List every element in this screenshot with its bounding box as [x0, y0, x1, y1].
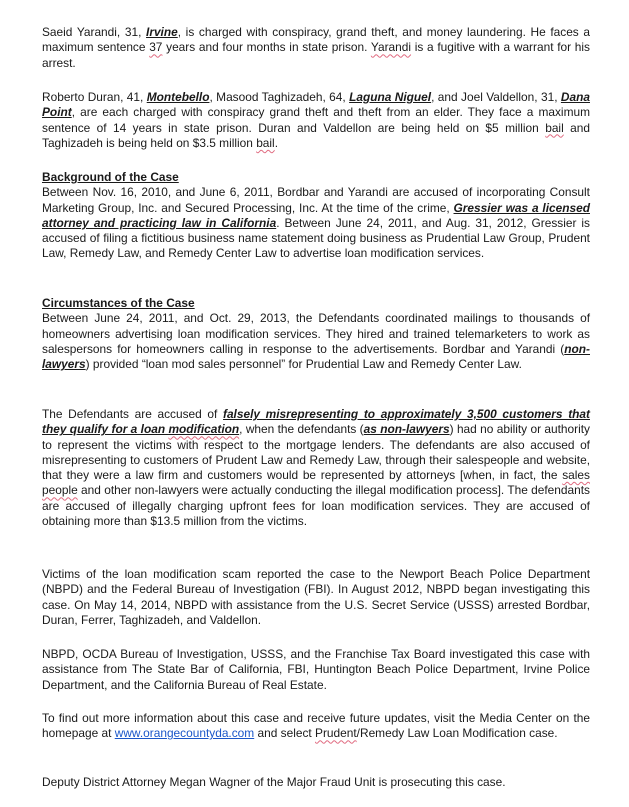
paragraph-duran-taghizadeh-valdellon: Roberto Duran, 41, Montebello, Masood Taghizadeh, 64, Laguna Niguel, and Joel Valdellon, 31, Dana Point, are each charged with conspiracy grand theft and theft from an elder. They face a maximum sentence of 14 years in state prison. Duran and Valdellon are being held on $5 million bail and Taghizadeh is being held on $3.5 million bail. — [42, 90, 590, 150]
spellcheck-word: modification — [168, 422, 240, 437]
emphasis-as-non-lawyers: as non-lawyers — [363, 422, 450, 437]
spellcheck-word: 37 — [149, 40, 163, 55]
emphasis-non-lawyers: non-lawyers — [42, 341, 590, 372]
spellcheck-word: Yarandi — [370, 40, 412, 55]
paragraph-more-info: To find out more information about this case and receive future updates, visit the Media Center on the homepage at www.orangecountyda.com and select Prudent/Remedy Law Loan Modification case. — [42, 711, 590, 741]
spellcheck-word: Prudent — [315, 726, 357, 741]
heading-circumstances: Circumstances of the Case — [42, 296, 195, 310]
media-center-link[interactable]: www.orangecountyda.com — [114, 726, 255, 741]
spellcheck-word: bail — [256, 135, 275, 150]
spellcheck-word: sales people — [42, 468, 590, 498]
paragraph-investigation: Victims of the loan modification scam reported the case to the Newport Beach Police Department (NBPD) and the Federal Bureau of Investigation (FBI). In August 2012, NBPD began investigating this case. On May 14, 2014, NBPD with assistance from the U.S. Secret Service (USSS) arrested Bordbar, Duran, Ferrer, Taghizadeh, and Valdellon. — [42, 567, 590, 627]
heading-background: Background of the Case — [42, 170, 179, 184]
city-irvine: Irvine — [146, 25, 178, 39]
section-circumstances: Circumstances of the Case Between June 24, 2011, and Oct. 29, 2013, the Defendants coordinated mailings to thousands of homeowners advertising loan modification services. They hired and trained telemarketers to work as salespersons for homeowners calling in response to the advertisements. Bordbar and Yarandi (non-lawyers) provided “loan mod sales personnel” for Prudential Law and Remedy Center Law. — [42, 296, 590, 372]
paragraph-prosecutor: Deputy District Attorney Megan Wagner of the Major Fraud Unit is prosecuting this case. — [42, 775, 506, 789]
paragraph-accusations: The Defendants are accused of falsely misrepresenting to approximately 3,500 customers that they qualify for a loan modification, when the defendants (as non-lawyers) had no ability or authority to represent the victims with respect to the mortgage lenders. The defendants are also accused of misrepresenting to customers of Prudent Law and Remedy Law, through their salespeople and website, that they were a law firm and customers would be represented by attorneys [when, in fact, the sales people and other non-lawyers were actually conducting the illegal modification process]. The defendants are accused of illegally charging upfront fees for loan modification services. They are accused of obtaining more than $13.5 million from the victims. — [42, 407, 591, 529]
paragraph-yarandi: Saeid Yarandi, 31, Irvine, is charged with conspiracy, grand theft, and money laundering. He faces a maximum sentence 37 years and four months in state prison. Yarandi is a fugitive with a warrant for his arrest. — [42, 25, 590, 70]
section-background: Background of the Case Between Nov. 16, 2010, and June 6, 2011, Bordbar and Yarandi are accused of incorporating Consult Marketing Group, Inc. and Secured Processing, Inc. At the time of the crime, Gressier was a licensed attorney and practicing law in California. Between June 24, 2011, and Aug. 31, 2012, Gressier is accused of filing a fictitious business name statement doing business as Prudential Law Group, Prudent Law, Remedy Law, and Remedy Center Law to advertise loan modification services. — [42, 170, 590, 261]
city-laguna-niguel: Laguna Niguel — [349, 90, 432, 104]
emphasis-licensed-attorney: Gressier was a licensed attorney and practicing law in California — [42, 200, 590, 230]
spellcheck-word: bail — [545, 120, 564, 135]
paragraph-agencies: NBPD, OCDA Bureau of Investigation, USSS, and the Franchise Tax Board investigated this case with assistance from The State Bar of California, FBI, Huntington Beach Police Department, Irvine Police Department, and the California Bureau of Real Estate. — [42, 647, 590, 692]
city-montebello: Montebello — [146, 90, 210, 104]
emphasis-misrepresenting: falsely misrepresenting to approximately 3,500 customers that they qualify for a loan modification — [42, 407, 590, 437]
city-dana-point: Dana Point — [42, 90, 590, 120]
